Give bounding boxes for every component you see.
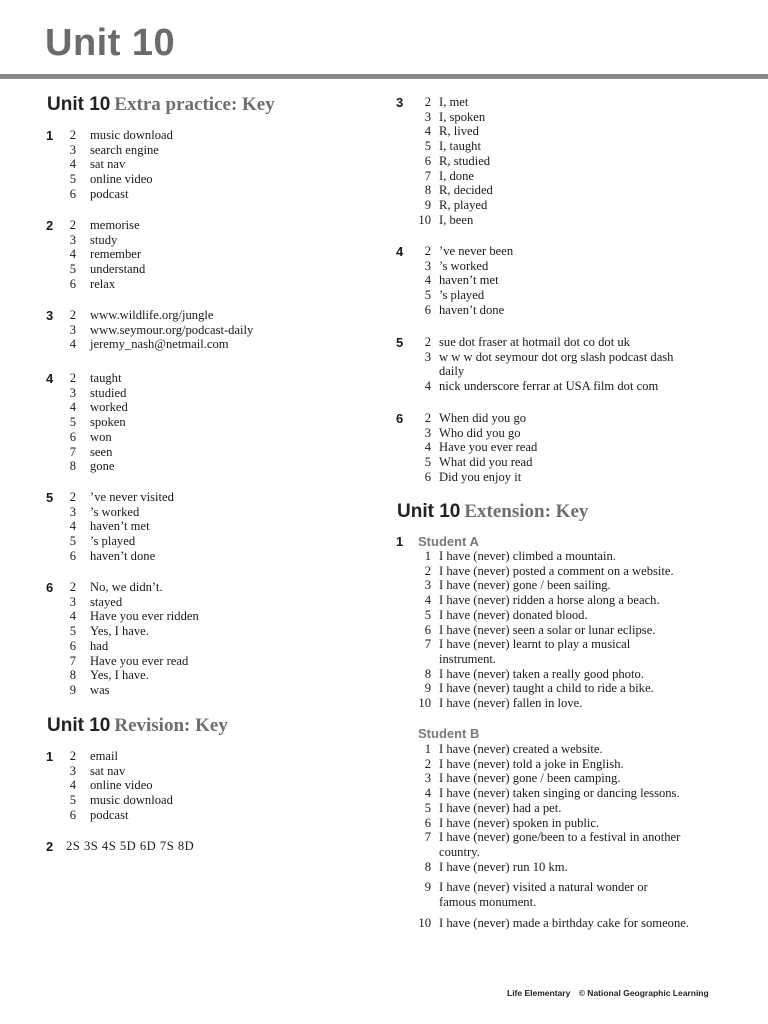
item-answer: worked bbox=[90, 400, 128, 415]
item-number: 9 bbox=[424, 880, 431, 895]
item-answer: ’ve never visited bbox=[90, 490, 174, 504]
item-answer: I have (never) gone / been sailing. bbox=[439, 578, 611, 593]
item-answer: R, lived bbox=[439, 124, 479, 139]
item-number: 4 bbox=[69, 247, 76, 262]
item-answer: I have (never) made a birthday cake for someone. bbox=[439, 915, 690, 930]
exercise-number: 5 bbox=[46, 490, 54, 505]
item-number: 6 bbox=[69, 548, 76, 563]
item-number: 4 bbox=[69, 400, 76, 415]
item-number: 2 bbox=[69, 128, 76, 142]
item-number: 5 bbox=[69, 793, 76, 808]
item-answer: music download bbox=[90, 128, 173, 142]
item-number: 4 bbox=[424, 379, 431, 394]
item-answer: I have (never) visited a natural wonder or bbox=[439, 880, 648, 895]
item-answer: haven’t done bbox=[439, 302, 505, 317]
item-number: 5 bbox=[424, 800, 431, 815]
item-answer: Have you ever read bbox=[439, 440, 538, 455]
item-number: 1 bbox=[424, 549, 431, 563]
item-number: 2 bbox=[424, 335, 431, 349]
item-number: 3 bbox=[69, 232, 76, 247]
footer-copyright: © National Geographic Learning bbox=[578, 988, 709, 998]
item-number: 2 bbox=[69, 580, 76, 594]
exercise-number: 4 bbox=[46, 371, 54, 386]
item-answer: I have (never) seen a solar or lunar eclipse. bbox=[439, 622, 656, 637]
item-answer: search engine bbox=[90, 142, 159, 157]
item-number: 8 bbox=[424, 859, 431, 874]
item-answer: I, taught bbox=[439, 139, 481, 154]
item-number: 2 bbox=[69, 371, 76, 385]
item-answer: I have (never) climbed a mountain. bbox=[439, 549, 616, 563]
item-number: 8 bbox=[69, 459, 76, 474]
item-answer: ’s worked bbox=[90, 504, 140, 519]
item-answer: spoken bbox=[90, 415, 126, 430]
item-answer: music download bbox=[90, 793, 173, 808]
item-answer: Did you enjoy it bbox=[439, 469, 522, 484]
item-answer: R, decided bbox=[439, 183, 493, 198]
item-number: 4 bbox=[424, 786, 431, 801]
item-number: 8 bbox=[424, 183, 431, 198]
footer-brand: Life Elementary bbox=[507, 988, 571, 998]
item-answer: I have (never) learnt to play a musical bbox=[439, 637, 631, 652]
item-answer: taught bbox=[90, 371, 122, 385]
item-answer: R, studied bbox=[439, 153, 491, 168]
item-number: 3 bbox=[424, 349, 431, 364]
section-heading-extra-practice bbox=[47, 94, 275, 116]
item-number: 3 bbox=[424, 258, 431, 273]
item-answer: nick underscore ferrar at USA film dot com bbox=[439, 379, 659, 394]
item-answer: I have (never) had a pet. bbox=[439, 800, 562, 815]
item-answer: sat nav bbox=[90, 763, 126, 778]
item-answer: memorise bbox=[90, 218, 140, 232]
item-answer: I have (never) spoken in public. bbox=[439, 815, 600, 830]
exercise-number: 1 bbox=[46, 749, 54, 764]
item-number: 1 bbox=[424, 742, 431, 756]
student-b-label: Student B bbox=[418, 726, 480, 741]
item-answer: I have (never) run 10 km. bbox=[439, 859, 568, 874]
item-number: 2 bbox=[69, 749, 76, 763]
item-answer: podcast bbox=[90, 186, 129, 201]
item-number: 3 bbox=[424, 109, 431, 124]
item-answer: I, spoken bbox=[439, 109, 486, 124]
item-answer: email bbox=[90, 749, 118, 763]
item-answer: I have (never) fallen in love. bbox=[439, 696, 583, 710]
item-answer: gone bbox=[90, 459, 115, 474]
item-answer: I have (never) gone / been camping. bbox=[439, 771, 621, 786]
item-answer: remember bbox=[90, 247, 142, 262]
item-answer: haven’t done bbox=[90, 548, 156, 563]
item-number: 9 bbox=[69, 682, 76, 697]
item-number: 8 bbox=[424, 666, 431, 681]
item-number: 3 bbox=[69, 594, 76, 609]
item-answer: I have (never) posted a comment on a website. bbox=[439, 563, 674, 578]
item-number: 3 bbox=[424, 425, 431, 440]
item-number: 8 bbox=[69, 668, 76, 683]
item-number: 4 bbox=[69, 157, 76, 172]
item-answer: I have (never) taken a really good photo. bbox=[439, 666, 644, 681]
item-number: 4 bbox=[69, 519, 76, 534]
item-number: 10 bbox=[418, 696, 431, 710]
exercise-number: 2 bbox=[46, 218, 54, 233]
section-title: Extra practice: Key bbox=[114, 94, 275, 115]
item-answer: I, met bbox=[439, 95, 469, 109]
item-answer: haven’t met bbox=[439, 273, 499, 288]
item-number: 5 bbox=[69, 262, 76, 277]
item-answer: No, we didn’t. bbox=[90, 580, 163, 594]
section-heading-extension bbox=[397, 501, 588, 523]
item-number: 3 bbox=[424, 578, 431, 593]
item-answer: jeremy_nash@netmail.com bbox=[90, 337, 229, 352]
item-number: 6 bbox=[424, 622, 431, 637]
item-answer: I, done bbox=[439, 168, 474, 183]
item-answer: sat nav bbox=[90, 157, 126, 172]
exercise-number: 1 bbox=[46, 128, 54, 143]
item-number: 7 bbox=[424, 830, 431, 845]
item-answer: Yes, I have. bbox=[90, 668, 149, 683]
item-number: 2 bbox=[424, 244, 431, 258]
item-answer: I have (never) ridden a horse along a beach. bbox=[439, 593, 660, 608]
item-answer: I have (never) taken singing or dancing lessons. bbox=[439, 786, 680, 801]
item-number: 9 bbox=[424, 197, 431, 212]
item-answer: ’s played bbox=[439, 288, 485, 303]
item-answer: instrument. bbox=[439, 651, 497, 666]
exercise-number: 6 bbox=[396, 411, 404, 426]
item-answer: R, played bbox=[439, 197, 488, 212]
item-number: 2 bbox=[424, 756, 431, 771]
item-answer: famous monument. bbox=[439, 895, 537, 909]
item-number: 2 bbox=[69, 490, 76, 504]
item-number: 6 bbox=[69, 186, 76, 201]
item-answer: Have you ever read bbox=[90, 653, 189, 668]
item-number: 2 bbox=[424, 563, 431, 578]
item-number: 5 bbox=[424, 288, 431, 303]
item-number: 4 bbox=[424, 273, 431, 288]
item-number: 5 bbox=[69, 415, 76, 430]
item-number: 7 bbox=[424, 168, 431, 183]
item-number: 5 bbox=[424, 607, 431, 622]
item-number: 9 bbox=[424, 681, 431, 696]
item-number: 3 bbox=[69, 385, 76, 400]
item-answer: w w w dot seymour dot org slash podcast dash bbox=[439, 349, 674, 364]
header-divider bbox=[0, 74, 768, 79]
item-answer: had bbox=[90, 638, 109, 653]
item-number: 6 bbox=[69, 807, 76, 822]
exercise-number: 3 bbox=[396, 95, 404, 110]
section-heading-revision bbox=[47, 715, 228, 737]
item-answer: I, been bbox=[439, 212, 474, 227]
item-answer: online video bbox=[90, 172, 153, 187]
item-answer: daily bbox=[439, 364, 465, 379]
item-answer: understand bbox=[90, 262, 146, 277]
item-answer: study bbox=[90, 232, 118, 247]
exercise-number: 3 bbox=[46, 308, 54, 323]
item-answer: studied bbox=[90, 385, 127, 400]
item-answer: country. bbox=[439, 844, 480, 859]
exercise-number: 4 bbox=[396, 244, 404, 259]
item-number: 4 bbox=[69, 337, 76, 352]
item-number: 4 bbox=[69, 778, 76, 793]
exercise-number: 5 bbox=[396, 335, 404, 350]
item-answer: I have (never) told a joke in English. bbox=[439, 756, 624, 771]
item-answer: What did you read bbox=[439, 455, 533, 470]
item-number: 5 bbox=[69, 534, 76, 549]
item-number: 6 bbox=[424, 302, 431, 317]
item-answer: When did you go bbox=[439, 411, 527, 425]
page-title: Unit 10 bbox=[45, 22, 176, 64]
answer-line: 2S 3S 4S 5D 6D 7S 8D bbox=[66, 839, 195, 853]
item-answer: relax bbox=[90, 276, 116, 291]
item-number: 3 bbox=[424, 771, 431, 786]
item-answer: www.wildlife.org/jungle bbox=[90, 308, 214, 322]
section-title: Revision: Key bbox=[114, 715, 228, 736]
item-number: 5 bbox=[424, 455, 431, 470]
section-unit: Unit 10 bbox=[47, 715, 111, 736]
item-number: 4 bbox=[424, 124, 431, 139]
item-number: 10 bbox=[418, 915, 431, 930]
item-number: 4 bbox=[69, 609, 76, 624]
item-number: 2 bbox=[424, 95, 431, 109]
item-number: 6 bbox=[69, 276, 76, 291]
item-number: 5 bbox=[424, 139, 431, 154]
item-number: 6 bbox=[424, 815, 431, 830]
exercise-number: 6 bbox=[46, 580, 54, 595]
student-a-label: Student A bbox=[418, 534, 479, 549]
item-number: 7 bbox=[69, 653, 76, 668]
item-answer: ’ve never been bbox=[439, 244, 514, 258]
item-number: 5 bbox=[69, 624, 76, 639]
item-answer: online video bbox=[90, 778, 153, 793]
item-number: 7 bbox=[424, 637, 431, 652]
item-number: 7 bbox=[69, 444, 76, 459]
item-number: 2 bbox=[424, 411, 431, 425]
item-answer: was bbox=[90, 682, 110, 697]
section-unit: Unit 10 bbox=[397, 501, 461, 522]
item-number: 2 bbox=[69, 308, 76, 322]
item-number: 3 bbox=[69, 142, 76, 157]
item-number: 6 bbox=[424, 469, 431, 484]
item-answer: ’s played bbox=[90, 534, 136, 549]
item-answer: sue dot fraser at hotmail dot co dot uk bbox=[439, 335, 630, 349]
item-number: 6 bbox=[424, 153, 431, 168]
item-answer: I have (never) created a website. bbox=[439, 742, 603, 756]
exercise-number: 1 bbox=[396, 534, 404, 549]
item-number: 10 bbox=[418, 212, 431, 227]
item-answer: www.seymour.org/podcast-daily bbox=[90, 322, 254, 337]
item-answer: I have (never) gone/been to a festival in another bbox=[439, 830, 681, 845]
item-answer: podcast bbox=[90, 807, 129, 822]
section-unit: Unit 10 bbox=[47, 94, 111, 115]
item-number: 3 bbox=[69, 322, 76, 337]
page-footer bbox=[507, 988, 709, 998]
item-answer: Who did you go bbox=[439, 425, 521, 440]
item-answer: I have (never) taught a child to ride a bike. bbox=[439, 681, 654, 696]
item-answer: stayed bbox=[90, 594, 123, 609]
item-answer: won bbox=[90, 429, 112, 444]
item-number: 6 bbox=[69, 429, 76, 444]
item-number: 2 bbox=[69, 218, 76, 232]
item-answer: seen bbox=[90, 444, 113, 459]
item-answer: ’s worked bbox=[439, 258, 489, 273]
item-number: 6 bbox=[69, 638, 76, 653]
item-answer: Have you ever ridden bbox=[90, 609, 199, 624]
item-answer: Yes, I have. bbox=[90, 624, 149, 639]
section-title: Extension: Key bbox=[464, 501, 589, 522]
item-number: 4 bbox=[424, 593, 431, 608]
item-answer: haven’t met bbox=[90, 519, 150, 534]
item-number: 3 bbox=[69, 763, 76, 778]
item-answer: I have (never) donated blood. bbox=[439, 607, 588, 622]
item-number: 5 bbox=[69, 172, 76, 187]
item-number: 3 bbox=[69, 504, 76, 519]
item-number: 4 bbox=[424, 440, 431, 455]
exercise-number: 2 bbox=[46, 839, 54, 854]
